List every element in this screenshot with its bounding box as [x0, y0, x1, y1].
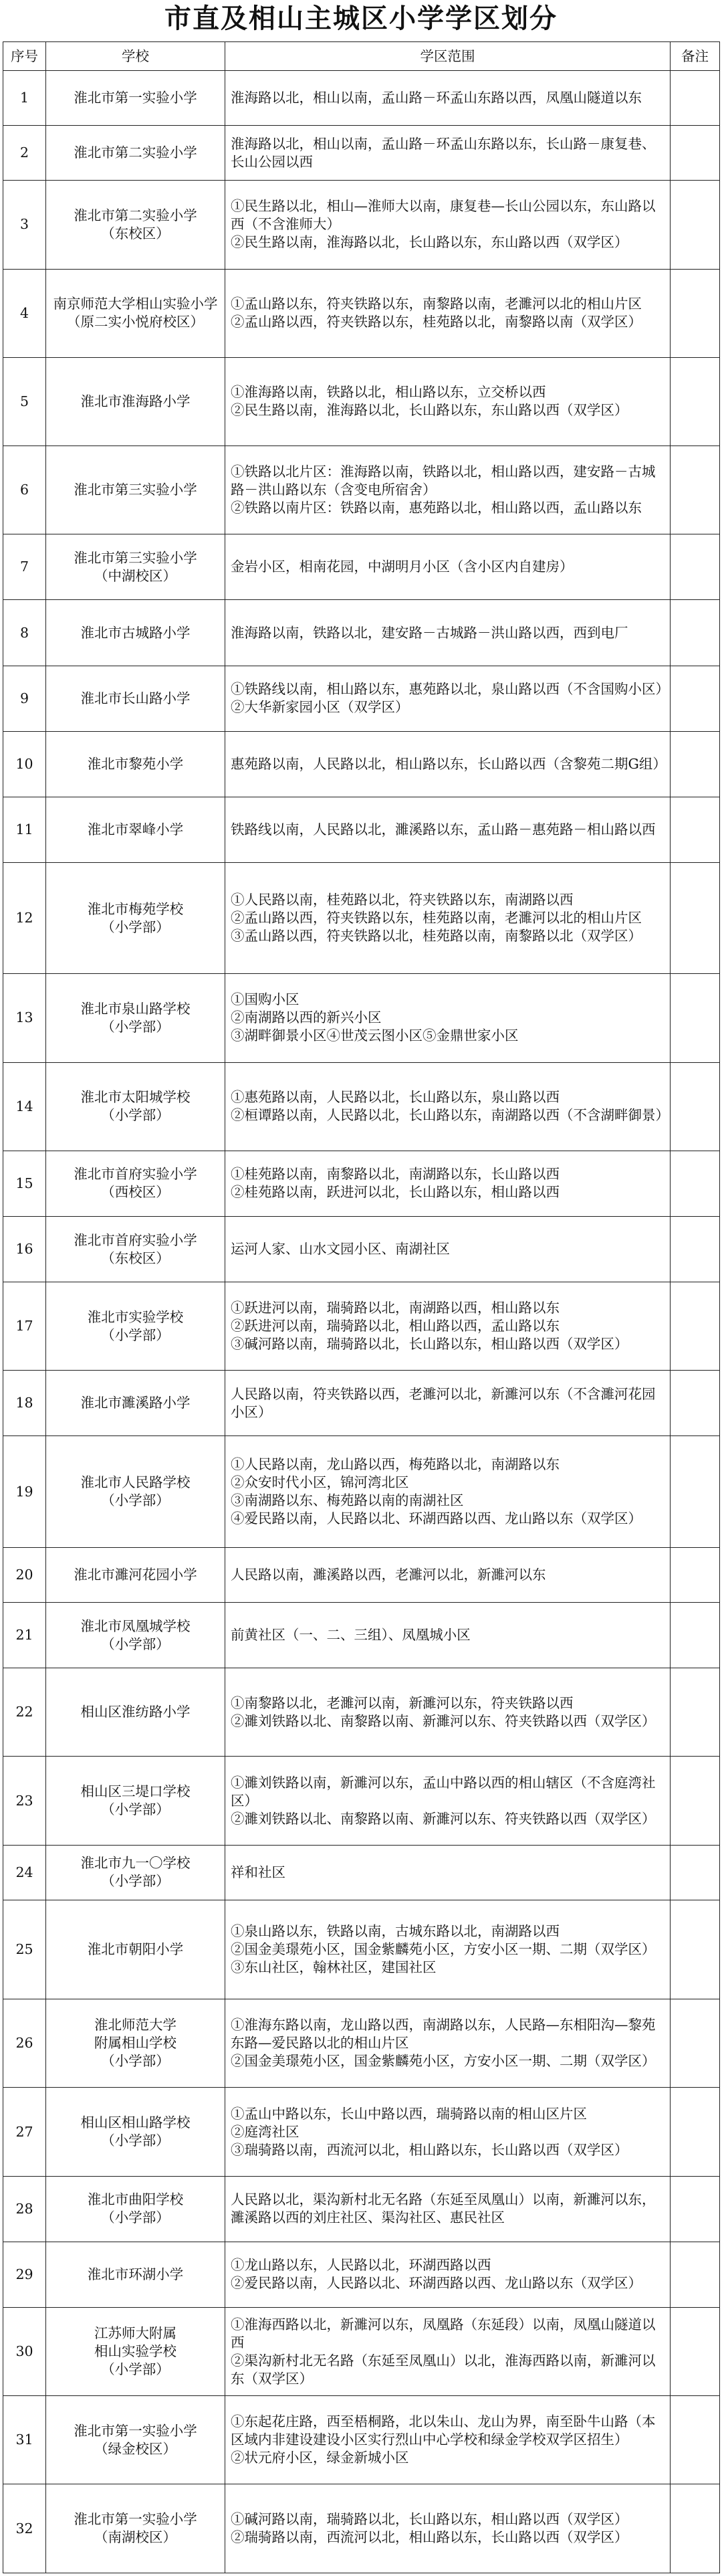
- row-number: 29: [3, 2242, 46, 2307]
- district-range-line: ③瑞骑路以南，西流河以北，相山路以东，长山路以西（双学区）: [231, 2141, 628, 2158]
- district-range-line: 铁路线以南，人民路以北，濉溪路以东，孟山路－惠苑路－相山路以西: [231, 821, 656, 837]
- remarks-cell: [671, 2307, 720, 2395]
- school-name-line: 淮北市淮海路小学: [80, 393, 191, 409]
- district-range-line: ②桓谭路以南，人民路以北，长山路以东，南湖路以西（不含湖畔御景）: [231, 1107, 669, 1124]
- remarks-cell: [671, 446, 720, 534]
- table-row: [3, 2484, 720, 2573]
- district-range-cell: [225, 181, 671, 269]
- remarks-cell: [671, 1845, 720, 1900]
- remarks-cell: [671, 2088, 720, 2176]
- remarks-cell: [671, 1668, 720, 1757]
- school-name-line: 淮北市梅苑学校: [87, 900, 184, 917]
- district-range-cell: [225, 1845, 671, 1900]
- school-name-line: 淮北市九一〇学校: [80, 1855, 191, 1872]
- table-row: [3, 2242, 720, 2307]
- district-range-line: ②爱民路以南，人民路以北、环湖西路以西、龙山路以东（双学区）: [231, 2275, 642, 2292]
- table-row: [3, 534, 720, 600]
- table-row: [3, 1436, 720, 1548]
- remarks-cell: [671, 357, 720, 445]
- school-name-line: 江苏师大附属: [94, 2325, 176, 2341]
- table-body: [3, 71, 720, 2573]
- remarks-cell: [671, 71, 720, 126]
- remarks-cell: [671, 1282, 720, 1371]
- table-row: [3, 1547, 720, 1602]
- school-name-cell: [46, 1062, 225, 1151]
- row-number: 26: [3, 1999, 46, 2088]
- district-range-line: ③南湖路以东、梅苑路以南的南湖社区: [231, 1492, 464, 1509]
- row-number: 13: [3, 974, 46, 1062]
- row-number: 21: [3, 1603, 46, 1668]
- school-name-cell: [46, 1436, 225, 1548]
- page-title: 市直及相山主城区小学学区划分: [164, 3, 558, 34]
- school-name-line: 淮北市人民路学校: [80, 1474, 191, 1491]
- school-name-cell: [46, 2176, 225, 2242]
- district-range-line: ②桂苑路以南，跃进河以北，长山路以东，相山路以西: [231, 1184, 560, 1201]
- district-range-cell: [225, 666, 671, 731]
- district-range-line: ①民生路以北，相山—淮师大以南，康复巷—长山公园以东，东山路以西（不含淮师大）: [231, 198, 656, 233]
- table-row: [3, 1757, 720, 1845]
- table-row: [3, 862, 720, 974]
- table-row: [3, 1282, 720, 1371]
- district-range-line: ①泉山路以东，铁路以南，古城东路以北，南湖路以西: [231, 1922, 560, 1939]
- school-name-line: （小学部）: [101, 2209, 170, 2226]
- row-number: 16: [3, 1216, 46, 1282]
- school-name-line: 淮北市第一实验小学: [74, 2511, 197, 2528]
- school-name-line: 南京师范大学相山实验小学（原二实小悦府校区）: [53, 296, 218, 330]
- table-row: [3, 2396, 720, 2484]
- district-range-line: ①淮海东路以南，龙山路以西，南湖路以东，人民路—东相阳沟—黎苑东路—爱民路以北的相山片区: [231, 2017, 656, 2052]
- district-range-cell: [225, 1900, 671, 1999]
- row-number: 23: [3, 1757, 46, 1845]
- header-number: 序号: [3, 42, 46, 71]
- district-range-line: ①孟山路以东，符夹铁路以东，南黎路以南，老濉河以北的相山片区: [231, 296, 642, 312]
- school-name-line: （西校区）: [101, 1184, 170, 1201]
- school-name-line: （小学部）: [101, 2053, 170, 2070]
- row-number: 18: [3, 1371, 46, 1436]
- table-row: [3, 2307, 720, 2395]
- school-name-cell: [46, 1668, 225, 1757]
- remarks-cell: [671, 126, 720, 181]
- school-name-line: 淮北市第一实验小学: [74, 90, 197, 106]
- school-name-cell: [46, 1845, 225, 1900]
- table-row: [3, 126, 720, 181]
- school-name-line: （东校区）: [101, 225, 170, 241]
- school-name-line: 淮北市朝阳小学: [87, 1941, 184, 1957]
- district-range-line: ①惠苑路以南，人民路以北，长山路以东，泉山路以西: [231, 1089, 560, 1106]
- school-name-cell: [46, 2307, 225, 2395]
- row-number: 20: [3, 1547, 46, 1602]
- row-number: 2: [3, 126, 46, 181]
- row-number: 30: [3, 2307, 46, 2395]
- row-number: 10: [3, 731, 46, 797]
- row-number: 31: [3, 2396, 46, 2484]
- table-row: [3, 1900, 720, 1999]
- district-range-cell: [225, 731, 671, 797]
- table-row: [3, 446, 720, 534]
- district-range-line: ②南湖路以西的新兴小区: [231, 1009, 382, 1026]
- school-name-line: 淮北市第一实验小学: [74, 2422, 197, 2439]
- header-remarks: 备注: [671, 42, 720, 71]
- district-range-cell: [225, 862, 671, 974]
- school-name-line: 淮北市环湖小学: [87, 2266, 184, 2282]
- school-name-line: 淮北市第三实验小学: [74, 549, 197, 566]
- remarks-cell: [671, 2176, 720, 2242]
- table-row: [3, 71, 720, 126]
- district-range-line: ②铁路以南片区：铁路以南，惠苑路以北，相山路以西，孟山路以东: [231, 500, 642, 516]
- table-row: [3, 1668, 720, 1757]
- school-name-cell: [46, 1216, 225, 1282]
- school-name-cell: [46, 1547, 225, 1602]
- school-name-cell: [46, 1282, 225, 1371]
- district-range-cell: [225, 1216, 671, 1282]
- district-range-cell: [225, 1436, 671, 1548]
- district-range-line: 金岩小区，相南花园，中湖明月小区（含小区内自建房）: [231, 559, 574, 575]
- table-row: [3, 666, 720, 731]
- table-row: [3, 1603, 720, 1668]
- district-range-cell: [225, 126, 671, 181]
- school-name-line: 淮北市首府实验小学: [74, 1166, 197, 1183]
- school-name-line: （南湖校区）: [94, 2529, 176, 2546]
- header-district-range: 学区范围: [225, 42, 671, 71]
- remarks-cell: [671, 181, 720, 269]
- row-number: 22: [3, 1668, 46, 1757]
- remarks-cell: [671, 1436, 720, 1548]
- district-range-line: ②渠沟新村北无名路（东延至凤凰山）以北，淮海西路以南，新濉河以东（双学区）: [231, 2352, 656, 2387]
- table-row: [3, 1999, 720, 2088]
- row-number: 27: [3, 2088, 46, 2176]
- table-row: [3, 1216, 720, 1282]
- district-range-cell: [225, 2396, 671, 2484]
- school-name-line: 附属相山学校: [94, 2035, 176, 2052]
- district-range-cell: [225, 2088, 671, 2176]
- district-range-line: ①淮海西路以北，新濉河以东，凤凰路（东延段）以南，凤凰山隧道以西: [231, 2316, 656, 2351]
- row-number: 25: [3, 1900, 46, 1999]
- school-name-line: 淮北市濉河花园小学: [74, 1567, 197, 1583]
- district-range-line: ①国购小区: [231, 991, 299, 1008]
- district-range-line: ②状元府小区，绿金新城小区: [231, 2450, 409, 2466]
- school-name-line: 淮北市首府实验小学: [74, 1231, 197, 1248]
- school-name-cell: [46, 666, 225, 731]
- row-number: 24: [3, 1845, 46, 1900]
- remarks-cell: [671, 2484, 720, 2573]
- row-number: 7: [3, 534, 46, 600]
- district-range-line: ①铁路线以南，相山路以东，惠苑路以北，泉山路以西（不含国购小区）②大华新家园小区（双学区）: [231, 681, 663, 716]
- school-name-cell: [46, 534, 225, 600]
- remarks-cell: [671, 1999, 720, 2088]
- school-name-line: 相山区淮纺路小学: [80, 1704, 191, 1720]
- school-name-line: 淮北市黎苑小学: [87, 755, 184, 772]
- district-range-cell: [225, 2484, 671, 2573]
- school-name-line: 相山实验学校: [94, 2343, 176, 2359]
- row-number: 1: [3, 71, 46, 126]
- district-range-cell: [225, 1282, 671, 1371]
- school-name-line: （小学部）: [101, 1018, 170, 1035]
- district-range-line: ③湖畔御景小区④世茂云图小区⑤金鼎世家小区: [231, 1027, 519, 1044]
- school-name-line: 淮北市古城路小学: [80, 624, 191, 641]
- table-row: [3, 2176, 720, 2242]
- school-name-cell: [46, 974, 225, 1062]
- district-range-cell: [225, 1999, 671, 2088]
- district-range-line: 运河人家、山水文园小区、南湖社区: [231, 1241, 450, 1258]
- school-name-cell: [46, 446, 225, 534]
- district-range-line: ①南黎路以北，老濉河以南，新濉河以东，符夹铁路以西: [231, 1694, 574, 1711]
- school-name-line: 淮北市凤凰城学校: [80, 1617, 191, 1634]
- remarks-cell: [671, 797, 720, 862]
- remarks-cell: [671, 1062, 720, 1151]
- school-name-line: 淮北市曲阳学校: [87, 2191, 184, 2208]
- district-range-line: ②国金美璟苑小区，国金紫麟苑小区，方安小区一期、二期（双学区）: [231, 2053, 656, 2070]
- district-range-line: ①淮海路以南，铁路以北，相山路以东，立交桥以西: [231, 384, 546, 401]
- remarks-cell: [671, 1371, 720, 1436]
- row-number: 3: [3, 181, 46, 269]
- district-range-line: 人民路以南，濉溪路以西，老濉河以北，新濉河以东: [231, 1567, 546, 1583]
- district-range-cell: [225, 1603, 671, 1668]
- remarks-cell: [671, 2396, 720, 2484]
- remarks-cell: [671, 2242, 720, 2307]
- district-range-line: 淮海路以北，相山以南，孟山路－环孟山东路以东，长山路－康复巷、长山公园以西: [231, 135, 656, 170]
- remarks-cell: [671, 974, 720, 1062]
- school-name-line: 淮北市实验学校: [87, 1308, 184, 1325]
- district-range-line: ③东山社区，翰林社区，建国社区: [231, 1959, 437, 1975]
- district-range-cell: [225, 974, 671, 1062]
- remarks-cell: [671, 1900, 720, 1999]
- school-name-cell: [46, 1603, 225, 1668]
- school-name-cell: [46, 731, 225, 797]
- school-district-table: [3, 41, 720, 2573]
- district-range-cell: [225, 1668, 671, 1757]
- district-range-cell: [225, 600, 671, 666]
- remarks-cell: [671, 269, 720, 357]
- school-name-line: （小学部）: [101, 2361, 170, 2377]
- district-range-line: ②濉刘铁路以北、南黎路以南、新濉河以东、符夹铁路以西（双学区）: [231, 1712, 656, 1729]
- district-range-line: ②国金美璟苑小区，国金紫麟苑小区，方安小区一期、二期（双学区）: [231, 1941, 656, 1957]
- district-range-line: ②跃进河以南，瑞骑路以北，相山路以西，孟山路以东: [231, 1318, 560, 1334]
- district-range-cell: [225, 269, 671, 357]
- remarks-cell: [671, 731, 720, 797]
- row-number: 32: [3, 2484, 46, 2573]
- district-range-line: ④爱民路以南，人民路以北、环湖西路以西、龙山路以东（双学区）: [231, 1510, 642, 1527]
- school-name-line: （小学部）: [101, 1636, 170, 1652]
- remarks-cell: [671, 600, 720, 666]
- district-range-line: ②孟山路以西，符夹铁路以东，桂苑路以南，老濉河以北的相山片区: [231, 910, 642, 926]
- school-name-cell: [46, 1999, 225, 2088]
- district-range-line: ②民生路以南，淮海路以北，长山路以东，东山路以西（双学区）: [231, 402, 628, 419]
- school-name-cell: [46, 797, 225, 862]
- school-name-line: 淮北市太阳城学校: [80, 1089, 191, 1106]
- district-range-cell: [225, 1547, 671, 1602]
- school-name-line: 淮北市第二实验小学: [74, 207, 197, 223]
- district-range-line: ②众安时代小区，锦河湾北区: [231, 1474, 409, 1491]
- school-name-cell: [46, 126, 225, 181]
- district-range-line: ①人民路以南，龙山路以西，梅苑路以北，南湖路以东: [231, 1456, 560, 1473]
- district-range-line: 淮海路以北，相山以南，孟山路－环孟山东路以西，凤凰山隧道以东: [231, 90, 642, 106]
- table-row: [3, 731, 720, 797]
- remarks-cell: [671, 1547, 720, 1602]
- district-range-line: 淮海路以南，铁路以北，建安路－古城路－洪山路以西，西到电厂: [231, 624, 628, 641]
- school-name-cell: [46, 1900, 225, 1999]
- row-number: 19: [3, 1436, 46, 1548]
- district-range-cell: [225, 446, 671, 534]
- district-range-cell: [225, 2307, 671, 2395]
- district-range-line: 人民路以北，渠沟新村北无名路（东延至凤凰山）以南，新濉河以东，濉溪路以西的刘庄社区、渠沟社区、惠民社区: [231, 2191, 656, 2226]
- school-name-cell: [46, 71, 225, 126]
- district-range-line: ②濉刘铁路以北、南黎路以南、新濉河以东、符夹铁路以西（双学区）: [231, 1810, 656, 1827]
- table-header-row: [3, 42, 720, 71]
- remarks-cell: [671, 1757, 720, 1845]
- row-number: 17: [3, 1282, 46, 1371]
- school-name-line: （中湖校区）: [94, 567, 176, 584]
- school-name-line: 淮北市长山路小学: [80, 690, 191, 706]
- district-range-line: 人民路以南，符夹铁路以西，老濉河以北，新濉河以东（不含濉河花园小区）: [231, 1385, 656, 1420]
- district-range-line: 前黄社区（一、二、三组）、凤凰城小区: [231, 1627, 471, 1644]
- remarks-cell: [671, 534, 720, 600]
- table-row: [3, 269, 720, 357]
- row-number: 12: [3, 862, 46, 974]
- table-row: [3, 600, 720, 666]
- row-number: 9: [3, 666, 46, 731]
- district-range-line: 祥和社区: [231, 1864, 285, 1880]
- district-range-line: ②民生路以南，淮海路以北，长山路以东，东山路以西（双学区）: [231, 234, 628, 251]
- row-number: 14: [3, 1062, 46, 1151]
- district-range-line: ①桂苑路以南，南黎路以北，南湖路以东，长山路以西: [231, 1166, 560, 1183]
- school-name-cell: [46, 2484, 225, 2573]
- remarks-cell: [671, 862, 720, 974]
- header-school: 学校: [46, 42, 225, 71]
- district-range-line: ①东起花庄路，西至梧桐路，北以朱山、龙山为界，南至卧牛山路（本区域内非建设建设小区实行烈山中心学校和绿金学校双学区招生）: [231, 2413, 656, 2448]
- remarks-cell: [671, 1216, 720, 1282]
- remarks-cell: [671, 1603, 720, 1668]
- district-range-line: ②庭湾社区: [231, 2123, 299, 2140]
- school-name-cell: [46, 1371, 225, 1436]
- school-name-cell: [46, 600, 225, 666]
- school-name-cell: [46, 2396, 225, 2484]
- district-range-line: ②瑞骑路以南，西流河以北，相山路以东，长山路以西（双学区）: [231, 2529, 628, 2546]
- row-number: 5: [3, 357, 46, 445]
- school-name-line: （小学部）: [101, 1107, 170, 1124]
- school-name-cell: [46, 1151, 225, 1216]
- district-range-line: ①人民路以南，桂苑路以北，符夹铁路以东，南湖路以西: [231, 892, 574, 908]
- district-range-line: ③碱河路以南，瑞骑路以北，长山路以东，相山路以西（双学区）: [231, 1336, 628, 1353]
- school-name-line: （小学部）: [101, 2133, 170, 2149]
- school-name-cell: [46, 181, 225, 269]
- table-row: [3, 357, 720, 445]
- district-range-cell: [225, 534, 671, 600]
- district-range-cell: [225, 1371, 671, 1436]
- school-name-cell: [46, 2088, 225, 2176]
- school-name-line: （东校区）: [101, 1250, 170, 1266]
- school-name-line: 淮北市第二实验小学: [74, 144, 197, 161]
- row-number: 15: [3, 1151, 46, 1216]
- district-range-cell: [225, 797, 671, 862]
- district-range-cell: [225, 71, 671, 126]
- district-range-cell: [225, 2176, 671, 2242]
- school-name-line: 淮北市第三实验小学: [74, 482, 197, 498]
- remarks-cell: [671, 666, 720, 731]
- row-number: 28: [3, 2176, 46, 2242]
- school-name-line: 相山区三堤口学校: [80, 1783, 191, 1800]
- row-number: 6: [3, 446, 46, 534]
- school-name-line: （小学部）: [101, 1492, 170, 1509]
- school-name-line: （小学部）: [101, 1326, 170, 1343]
- school-name-line: 淮北市濉溪路小学: [80, 1395, 191, 1411]
- table-row: [3, 2088, 720, 2176]
- district-range-cell: [225, 357, 671, 445]
- school-name-line: 相山区相山路学校: [80, 2114, 191, 2131]
- row-number: 4: [3, 269, 46, 357]
- district-range-cell: [225, 1151, 671, 1216]
- school-name-line: （小学部）: [101, 1873, 170, 1890]
- district-range-line: ①濉刘铁路以南，新濉河以东，孟山中路以西的相山辖区（不含庭湾社区）: [231, 1774, 656, 1809]
- school-name-line: 淮北市泉山路学校: [80, 1000, 191, 1017]
- school-name-cell: [46, 862, 225, 974]
- school-name-cell: [46, 1757, 225, 1845]
- school-name-line: （绿金校区）: [94, 2440, 176, 2457]
- district-range-cell: [225, 1757, 671, 1845]
- district-range-line: ①龙山路以东，人民路以北，环湖西路以西: [231, 2257, 491, 2274]
- school-name-line: 淮北师范大学: [94, 2017, 176, 2034]
- table-row: [3, 1062, 720, 1151]
- table-row: [3, 181, 720, 269]
- school-name-line: 淮北市翠峰小学: [87, 821, 184, 837]
- table-row: [3, 1845, 720, 1900]
- district-range-line: ③孟山路以西，符夹铁路以北，桂苑路以南，南黎路以北（双学区）: [231, 928, 642, 945]
- district-range-line: ①孟山中路以东，长山中路以西，瑞骑路以南的相山区片区: [231, 2105, 587, 2122]
- district-range-cell: [225, 2242, 671, 2307]
- district-range-line: ①碱河路以南，瑞骑路以北，长山路以东，相山路以西（双学区）: [231, 2511, 628, 2528]
- table-row: [3, 974, 720, 1062]
- school-name-cell: [46, 2242, 225, 2307]
- school-name-cell: [46, 357, 225, 445]
- table-row: [3, 1151, 720, 1216]
- district-range-line: ①跃进河以南，瑞骑路以北，南湖路以西，相山路以东: [231, 1300, 560, 1316]
- remarks-cell: [671, 1151, 720, 1216]
- row-number: 11: [3, 797, 46, 862]
- district-range-line: ①铁路以北片区：淮海路以南，铁路以北，相山路以西，建安路－古城路－洪山路以东（含变电所宿舍）: [231, 464, 656, 498]
- school-name-line: （小学部）: [101, 1801, 170, 1818]
- row-number: 8: [3, 600, 46, 666]
- district-range-line: 惠苑路以南，人民路以北，相山路以东，长山路以西（含黎苑二期G组）: [231, 755, 667, 772]
- district-range-cell: [225, 1062, 671, 1151]
- table-row: [3, 1371, 720, 1436]
- district-range-line: ②孟山路以西，符夹铁路以东，桂苑路以北，南黎路以南（双学区）: [231, 314, 642, 330]
- school-name-line: （小学部）: [101, 918, 170, 935]
- table-row: [3, 797, 720, 862]
- school-name-cell: [46, 269, 225, 357]
